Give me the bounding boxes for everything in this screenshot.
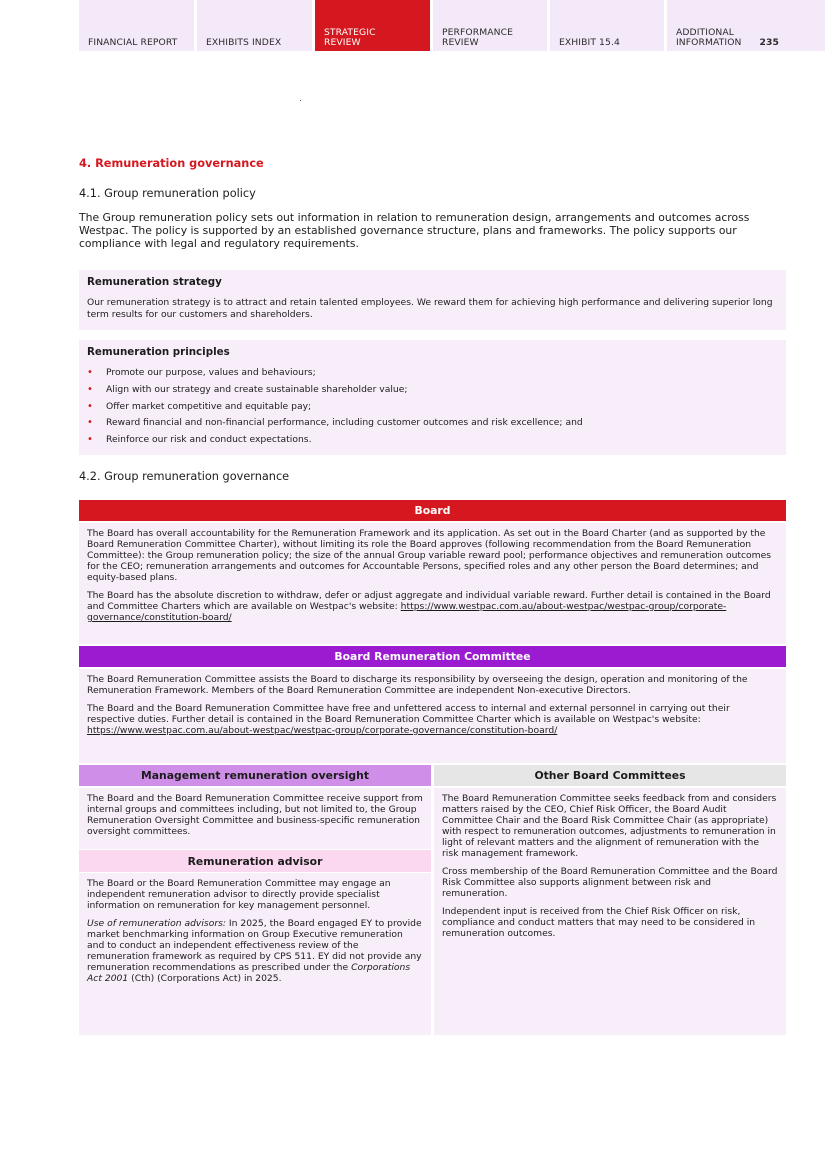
brc-para-1: The Board Remuneration Committee assists the Board to discharge its responsibility by overseeing the design, operation and monitoring of the Remuneration Framework. Members of the Board Remuneration Committee are independent Non-executive Directors.: [87, 674, 748, 697]
tab-label: ADDITIONAL INFORMATION: [676, 27, 742, 48]
tab-label: FINANCIAL REPORT: [88, 37, 178, 48]
brc-para-2-text: The Board and the Board Remuneration Committee have free and unfettered access to internal and external personnel in carrying out their respective duties. Further detail is contained in the Board Remuneration Committee Charter which is available on Westpac's website:: [87, 702, 730, 725]
mro-panel: [79, 788, 431, 849]
advisor-para-2: [87, 918, 423, 985]
board-para-1: The Board has overall accountability for the Remuneration Framework and its application. As set out in the Board Charter (and as supported by the Board Remuneration Committee Charter), without limiting its role the Board approves (following recommendation from the Board Remuneration Committee): the Group remuneration policy; the size of the annual Group variable reward pool; performance objectives and remuneration outcomes for the CEO; remuneration arrangements and outcomes for Accountable Persons, specified roles and any other person the Board determines; and equity-based plans.: [87, 528, 772, 584]
advisor-para-2-label: Use of remuneration advisors:: [87, 917, 226, 929]
board-para-2-text: The Board has the absolute discretion to withdraw, defer or adjust aggregate and individual variable reward. Further detail is contained in the Board and Committee Charters which are available on Westpac's website:: [87, 589, 771, 613]
remuneration-principles-box: [79, 340, 786, 455]
tab-exhibit-15-4[interactable]: [550, 0, 664, 51]
page-number: 235: [759, 37, 779, 48]
tab-exhibits-index[interactable]: [197, 0, 312, 51]
tab-label: PERFORMANCE REVIEW: [442, 27, 514, 48]
obc-header: Other Board Committees: [434, 765, 786, 786]
board-panel: [79, 523, 786, 644]
list-item: • Reward financial and non-financial performance, including customer outcomes and risk excellence; and: [87, 417, 778, 429]
section-title: 4. Remuneration governance: [79, 157, 264, 170]
list-item: • Offer market competitive and equitable pay;: [87, 401, 778, 413]
obc-para-3: Independent input is received from the Chief Risk Officer on risk, compliance and conduct matters that may need to be considered in remuneration outcomes.: [442, 905, 756, 940]
list-item: • Promote our purpose, values and behaviours;: [87, 367, 778, 379]
board-header: Board: [79, 500, 786, 521]
advisor-header: Remuneration advisor: [79, 850, 431, 872]
remuneration-strategy-box: [79, 270, 786, 330]
advisor-para-2-b: (Cth) (Corporations Act) in 2025.: [128, 973, 282, 985]
obc-para-1: The Board Remuneration Committee seeks feedback from and considers matters raised by the CEO, Chief Risk Officer, the Board Audit Committee Chair and the Board Risk Committee Chair (as appropriate) with respect to remuneration outcomes, adjustments to remuneration in light of relevant matters and the alignment of remuneration with the risk management framework.: [442, 793, 777, 860]
stray-dot: [300, 100, 301, 101]
obc-panel: [434, 788, 786, 1035]
governance-heading: 4.2. Group remuneration governance: [79, 470, 290, 483]
principles-title: Remuneration principles: [87, 346, 230, 358]
tab-label: EXHIBIT 15.4: [559, 37, 620, 48]
advisor-panel: [79, 873, 431, 1035]
strategy-title: Remuneration strategy: [87, 276, 222, 288]
tab-label: EXHIBITS INDEX: [206, 37, 282, 48]
list-item: • Align with our strategy and create sustainable shareholder value;: [87, 384, 778, 396]
tab-strategic-review[interactable]: [315, 0, 430, 51]
board-para-2: [87, 590, 778, 623]
policy-text: The Group remuneration policy sets out information in relation to remuneration design, arrangements and outcomes across Westpac. The policy is supported by an established governance structure, plans and frameworks. The policy supports our compliance with legal and regulatory requirements.: [79, 211, 750, 251]
list-item: • Reinforce our risk and conduct expectations.: [87, 434, 778, 446]
brc-charter-link[interactable]: https://www.westpac.com.au/about-westpac/westpac-group/corporate-governance/constitution-board/: [87, 724, 558, 736]
brc-header: Board Remuneration Committee: [79, 646, 786, 667]
mro-header: Management remuneration oversight: [79, 765, 431, 786]
corporations-act-title: Corporations Act 2001: [87, 962, 411, 985]
top-navigation: [79, 0, 825, 51]
mro-text: The Board and the Board Remuneration Committee receive support from internal groups and committees including, but not limited to, the Group Remuneration Oversight Committee and business-specific remuneration oversight committees.: [87, 793, 423, 838]
obc-para-2: Cross membership of the Board Remuneration Committee and the Board Risk Committee also supports alignment between risk and remuneration.: [442, 866, 778, 900]
advisor-para-2-a: In 2025, the Board engaged EY to provide market benchmarking information on Group Executive remuneration and to conduct an independent effectiveness review of the remuneration framework as required by CPS 511. EY did not provide any remuneration recommendations as prescribed under the: [87, 917, 422, 974]
tab-financial-report[interactable]: [79, 0, 194, 51]
principles-list: [87, 367, 778, 446]
tab-label: STRATEGIC REVIEW: [324, 27, 376, 48]
strategy-text: Our remuneration strategy is to attract and retain talented employees. We reward them for achieving high performance and delivering superior long term results for our customers and shareholders.: [87, 297, 773, 320]
policy-heading: 4.1. Group remuneration policy: [79, 187, 256, 200]
tab-additional-information[interactable]: [667, 0, 825, 51]
advisor-para-1: The Board or the Board Remuneration Committee may engage an independent remuneration advisor to directly provide specialist information on remuneration for key management personnel.: [87, 878, 391, 912]
tab-performance-review[interactable]: [433, 0, 547, 51]
brc-para-2: [87, 703, 778, 736]
brc-panel: [79, 669, 786, 763]
board-charter-link[interactable]: https://www.westpac.com.au/about-westpac/westpac-group/corporate-governance/constitution-board/: [87, 601, 727, 624]
